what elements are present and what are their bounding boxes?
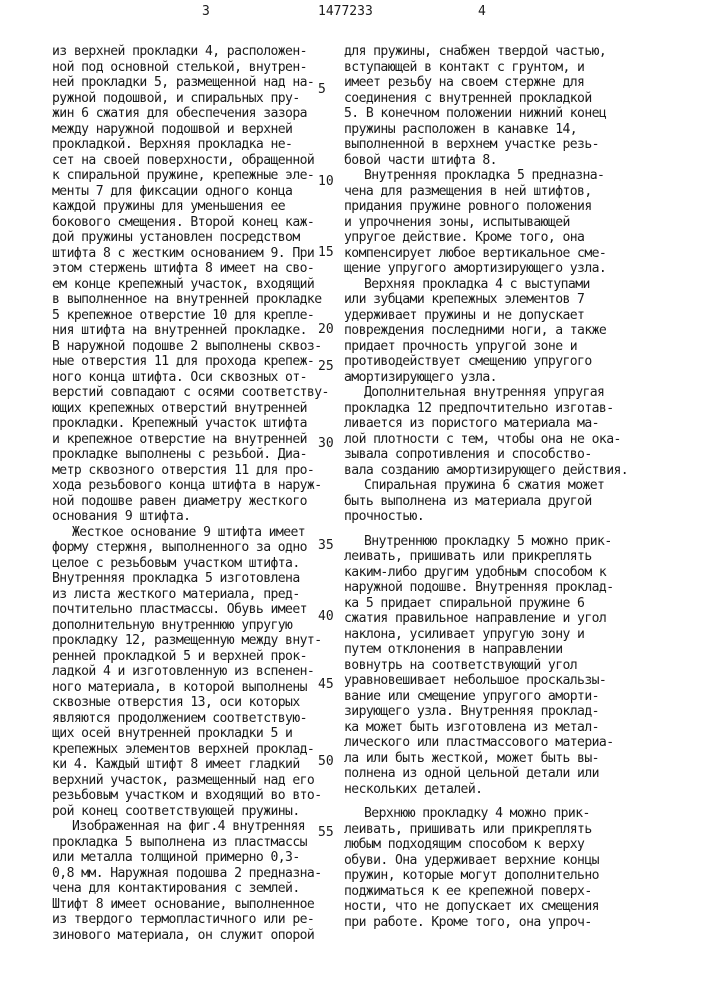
text-line: Штифт 8 имеет основание, выполненное (52, 897, 337, 913)
text-line: любым подходящим способом к верху (344, 837, 629, 853)
text-line: сжатия правильное направление и угол (344, 611, 629, 627)
page-number-left: 3 (202, 4, 210, 19)
text-line: Изображенная на фиг.4 внутренняя (52, 819, 337, 835)
text-line: ния штифта на внутренней прокладке. (52, 323, 337, 339)
margin-line-number: 25 (318, 359, 334, 374)
text-line: являются продолжением соответствую- (52, 711, 337, 727)
text-line: леивать, пришивать или прикреплять (344, 549, 629, 565)
text-line: Внутренняя прокладка 5 предназна- (344, 168, 629, 184)
margin-line-number: 40 (318, 609, 334, 624)
text-line: полнена из одной цельной детали или (344, 766, 629, 782)
text-line: прочностью. (344, 509, 629, 525)
text-line: 5. В конечном положении нижний конец (344, 106, 629, 122)
margin-line-number: 5 (318, 82, 326, 97)
text-line: вание или смещение упругого аморти- (344, 689, 629, 705)
text-line: дополнительную внутреннюю упругую (52, 618, 337, 634)
text-line: вала созданию амортизирующего действия. (344, 463, 629, 479)
text-line: щение упругого амортизирующего узла. (344, 261, 629, 277)
text-line: прокладкой. Верхняя прокладка не- (52, 137, 337, 153)
text-line: поджиматься к ее крепежной поверх- (344, 884, 629, 900)
text-line: ности, что не допускает их смещения (344, 899, 629, 915)
text-line: В наружной подошве 2 выполнены сквоз- (52, 339, 337, 355)
text-line: менты 7 для фиксации одного конца (52, 184, 337, 200)
page-number-right: 4 (478, 4, 486, 19)
text-line: ка может быть изготовлена из метал- (344, 720, 629, 736)
text-line: прокладку 12, размещенную между внут- (52, 633, 337, 649)
text-line: ки 4. Каждый штифт 8 имеет гладкий (52, 757, 337, 773)
margin-line-number: 45 (318, 677, 334, 692)
text-line: или металла толщиной примерно 0,3- (52, 850, 337, 866)
margin-line-number: 10 (318, 174, 334, 189)
text-line: лой плотности с тем, чтобы она не ока- (344, 432, 629, 448)
text-line: Жесткое основание 9 штифта имеет (52, 525, 337, 541)
text-line: наклона, усиливает упругую зону и (344, 627, 629, 643)
text-line: хода резьбового конца штифта в наруж- (52, 478, 337, 494)
text-line: сет на своей поверхности, обращенной (52, 153, 337, 169)
text-line: для пружины, снабжен твердой частью, (344, 44, 629, 60)
text-line: 5 крепежное отверстие 10 для крепле- (52, 308, 337, 324)
text-line: бокового смещения. Второй конец каж- (52, 215, 337, 231)
text-line: повреждения последними ноги, а также (344, 323, 629, 339)
text-line: или зубцами крепежных элементов 7 (344, 292, 629, 308)
text-line: к спиральной пружине, крепежные эле- (52, 168, 337, 184)
text-line: резьбовым участком и входящий во вто- (52, 788, 337, 804)
text-line: целое с резьбовым участком штифта. (52, 556, 337, 572)
text-line: из листа жесткого материала, пред- (52, 587, 337, 603)
text-line: амортизирующего узла. (344, 370, 629, 386)
text-line: бовой части штифта 8. (344, 153, 629, 169)
text-line: чена для контактирования с землей. (52, 881, 337, 897)
text-line: метр сквозного отверстия 11 для про- (52, 463, 337, 479)
text-line: нескольких деталей. (344, 782, 629, 798)
text-line: Внутреннюю прокладку 5 можно прик- (344, 534, 629, 550)
right-text-column (344, 44, 629, 930)
text-line: ней прокладки 5, размещенной над на- (52, 75, 337, 91)
text-line: жин 6 сжатия для обеспечения зазора (52, 106, 337, 122)
text-line: противодействует смещению упругого (344, 354, 629, 370)
text-line: придания пружине ровного положения (344, 199, 629, 215)
text-line: вступающей в контакт с грунтом, и (344, 60, 629, 76)
margin-line-number: 30 (318, 436, 334, 451)
text-line: рой конец соответствующей пружины. (52, 804, 337, 820)
text-line: ружной подошвой, и спиральных пру- (52, 91, 337, 107)
text-line: зывала сопротивления и способство- (344, 447, 629, 463)
text-line: выполненной в верхнем участке резь- (344, 137, 629, 153)
text-line: быть выполнена из материала другой (344, 494, 629, 510)
text-line: ной под основной стелькой, внутрен- (52, 60, 337, 76)
text-line: Верхнюю прокладку 4 можно прик- (344, 806, 629, 822)
text-line: и крепежное отверстие на внутренней (52, 432, 337, 448)
margin-line-number: 50 (318, 754, 334, 769)
text-line: ной подошве равен диаметру жесткого (52, 494, 337, 510)
text-line: зинового материала, он служит опорой (52, 928, 337, 944)
text-line: прокладка 5 выполнена из пластмассы (52, 835, 337, 851)
text-line: в выполненное на внутренней прокладке (52, 292, 337, 308)
text-line: основания 9 штифта. (52, 509, 337, 525)
text-line: 0,8 мм. Наружная подошва 2 предназна- (52, 866, 337, 882)
text-line: штифта 8 с жестким основанием 9. При (52, 246, 337, 262)
text-line: почтительно пластмассы. Обувь имеет (52, 602, 337, 618)
text-line: упругое действие. Кроме того, она (344, 230, 629, 246)
text-line: придает прочность упругой зоне и (344, 339, 629, 355)
text-line: зирующего узла. Внутренняя проклад- (344, 704, 629, 720)
text-line: лического или пластмассового материа- (344, 735, 629, 751)
text-line: прокладки. Крепежный участок штифта (52, 416, 337, 432)
text-line: удерживает пружины и не допускает (344, 308, 629, 324)
text-line: леивать, пришивать или прикреплять (344, 822, 629, 838)
text-line: между наружной подошвой и верхней (52, 122, 337, 138)
text-line: уравновешивает небольшое проскальзы- (344, 673, 629, 689)
text-line: и упрочнения зоны, испытывающей (344, 215, 629, 231)
margin-line-number: 15 (318, 245, 334, 260)
text-line: наружной подошве. Внутренняя проклад- (344, 580, 629, 596)
text-line: из твердого термопластичного или ре- (52, 912, 337, 928)
text-line: компенсирует любое вертикальное сме- (344, 246, 629, 262)
text-line: прокладка 12 предпочтительно изготав- (344, 401, 629, 417)
text-line: Дополнительная внутренняя упругая (344, 385, 629, 401)
text-line: каким-либо другим удобным способом к (344, 565, 629, 581)
text-line: вовнутрь на соответствующий угол (344, 658, 629, 674)
text-line: путем отклонения в направлении (344, 642, 629, 658)
text-line: при работе. Кроме того, она упроч- (344, 915, 629, 931)
text-line: ренней прокладкой 5 и верхней прок- (52, 649, 337, 665)
text-line: щих осей внутренней прокладки 5 и (52, 726, 337, 742)
text-line: ного конца штифта. Оси сквозных от- (52, 370, 337, 386)
patent-number: 1477233 (318, 4, 373, 19)
text-line: имеет резьбу на своем стержне для (344, 75, 629, 91)
text-line: ные отверстия 11 для прохода крепеж- (52, 354, 337, 370)
margin-line-number: 55 (318, 825, 334, 840)
text-line: ла или быть жесткой, может быть вы- (344, 751, 629, 767)
paragraph-gap (344, 797, 629, 806)
text-line: ливается из пористого материала ма- (344, 416, 629, 432)
text-line: Верхняя прокладка 4 с выступами (344, 277, 629, 293)
text-line: ка 5 придает спиральной пружине 6 (344, 596, 629, 612)
text-line: каждой пружины для уменьшения ее (52, 199, 337, 215)
text-line: обуви. Она удерживает верхние концы (344, 853, 629, 869)
text-line: пружин, которые могут дополнительно (344, 868, 629, 884)
text-line: из верхней прокладки 4, расположен- (52, 44, 337, 60)
text-line: сквозные отверстия 13, оси которых (52, 695, 337, 711)
text-line: Внутренняя прокладка 5 изготовлена (52, 571, 337, 587)
margin-line-number: 20 (318, 322, 334, 337)
left-text-column (52, 44, 337, 943)
text-line: крепежных элементов верхней проклад- (52, 742, 337, 758)
text-line: верхний участок, размещенный над его (52, 773, 337, 789)
text-line: пружины расположен в канавке 14, (344, 122, 629, 138)
text-line: ющих крепежных отверстий внутренней (52, 401, 337, 417)
text-line: дой пружины установлен посредством (52, 230, 337, 246)
text-line: этом стержень штифта 8 имеет на сво- (52, 261, 337, 277)
text-line: соединения с внутренней прокладкой (344, 91, 629, 107)
text-line: ного материала, в которой выполнены (52, 680, 337, 696)
text-line: чена для размещения в ней штифтов, (344, 184, 629, 200)
text-line: ладкой 4 и изготовленную из вспенен- (52, 664, 337, 680)
text-line: ем конце крепежный участок, входящий (52, 277, 337, 293)
text-line: верстий совпадают с осями соответству- (52, 385, 337, 401)
text-line: форму стержня, выполненного за одно (52, 540, 337, 556)
text-line: Спиральная пружина 6 сжатия может (344, 478, 629, 494)
paragraph-gap (344, 525, 629, 534)
margin-line-number: 35 (318, 538, 334, 553)
text-line: прокладке выполнены с резьбой. Диа- (52, 447, 337, 463)
